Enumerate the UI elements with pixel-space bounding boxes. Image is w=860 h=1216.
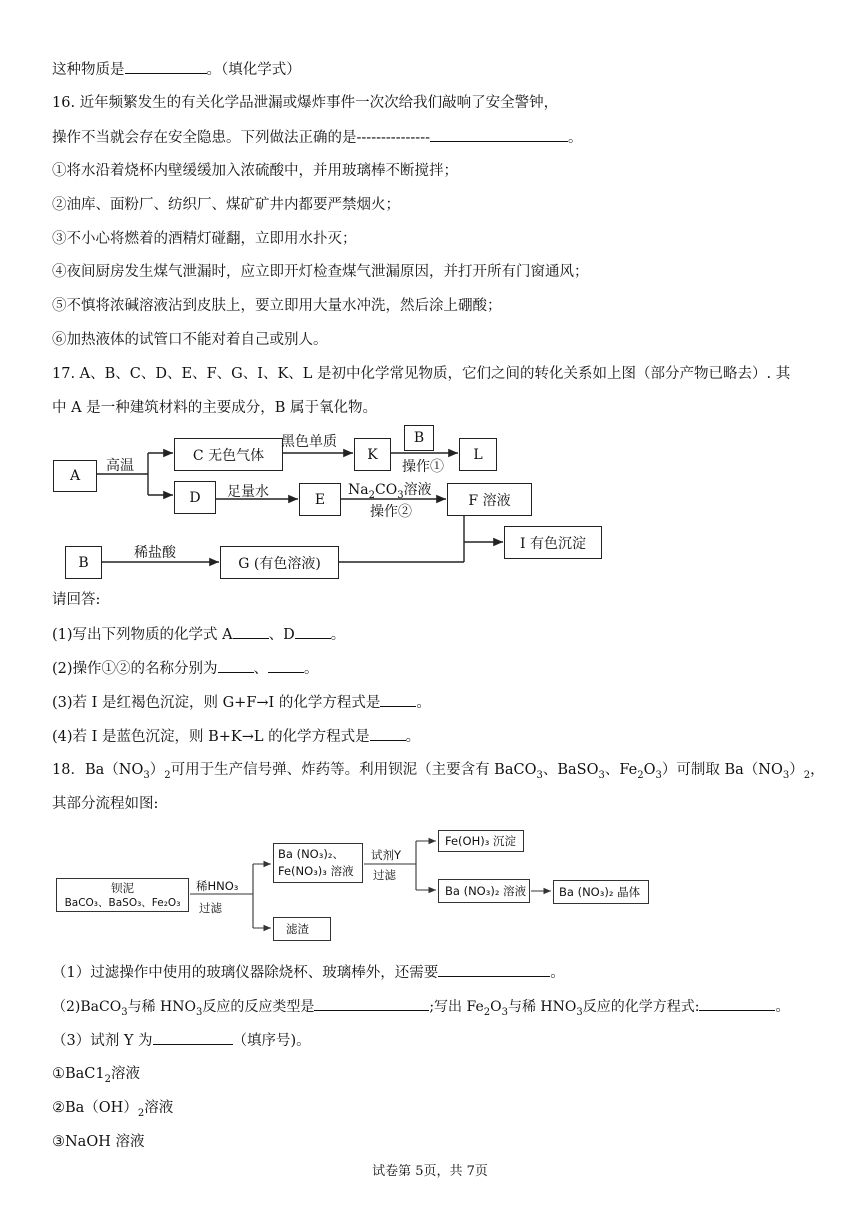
q16-stem-line1: 16. 近年频繁发生的有关化学品泄漏或爆炸事件一次次给我们敲响了安全警钟，	[52, 95, 559, 111]
q16-option-6: ⑥加热液体的试管口不能对着自己或别人。	[52, 332, 328, 348]
q16-stem-end: 。	[568, 130, 583, 146]
box-F: F 溶液	[447, 483, 532, 516]
box-bani	[56, 878, 189, 912]
box-D: D	[174, 481, 216, 514]
q18-t4: 、BaSO	[542, 762, 599, 778]
q18-sub3-end: （填序号)。	[232, 1033, 311, 1049]
q18-stem-line1: 18．$Ba(NO_3)_2$可用于生产信号弹、炸药等。利用钡泥（主要含有 BaCO$_3$、BaSO$_3$、$Fe_2O_3$）可制取 $Ba(NO_3)_2$，	[52, 762, 825, 781]
q18-t3: 可用于生产信号弹、炸药等。利用钡泥（主要含有 BaCO	[170, 762, 537, 778]
q18-s7: 3	[782, 769, 790, 781]
q17-sub1-blank-D[interactable]	[295, 624, 331, 639]
q17-sub2-blank-1[interactable]	[218, 658, 254, 673]
q15-text-end: 。（填化学式）	[206, 62, 301, 78]
q18-stem-line2: 其部分流程如图:	[52, 796, 159, 812]
na2co3-sub2: 3	[397, 489, 404, 501]
label-shijiy: 试剂Y	[371, 848, 402, 862]
label-caozuo1: 操作①	[402, 459, 444, 475]
q18-sub2-t5: O	[490, 999, 502, 1015]
label-guolv1: 过滤	[199, 901, 222, 915]
box-lvzha: 滤渣	[273, 917, 331, 941]
label-na2co3	[348, 479, 432, 501]
box-bano3-solution: Ba (NO₃)₂ 溶液	[438, 879, 530, 903]
q17-sub4-end: 。	[405, 729, 421, 745]
q18-t7: ）可制取 Ba（NO	[661, 762, 783, 778]
q18-t5: 、Fe	[604, 762, 638, 778]
q17-sub3-blank[interactable]	[380, 692, 416, 707]
q18-option-1	[52, 1064, 140, 1090]
q18-sub2-s5: 3	[576, 1006, 583, 1018]
q17-sub4-text: (4)若 I 是蓝色沉淀，则 B+K→L 的化学方程式是	[52, 729, 370, 745]
q18-sub2-t2: 与稀 HNO	[127, 999, 196, 1015]
box-bano3-crystal: Ba (NO₃)₂ 晶体	[553, 880, 649, 904]
bani-components: BaCO₃、BaSO₃、Fe₂O₃	[64, 897, 181, 909]
q18-opt2-sub: 2	[137, 1107, 145, 1119]
box-B-reagent: B	[404, 425, 434, 451]
q18-t1: 18．Ba（NO	[52, 762, 144, 778]
q16-option-3: ③不小心将燃着的酒精灯碰翻，立即用水扑灭；	[52, 231, 357, 247]
q18-t8: ）	[789, 762, 804, 778]
q18-s8: 2	[803, 769, 811, 781]
box-A: A	[53, 460, 97, 492]
q18-sub2-s4: 3	[501, 1006, 508, 1018]
q16-option-4: ④夜间厨房发生煤气泄漏时，应立即开灯检查煤气泄漏原因，并打开所有门窗通风；	[52, 264, 589, 280]
q17-sub3	[52, 692, 431, 713]
q18-sub2-blank-type[interactable]	[314, 996, 429, 1011]
q18-sub1-blank[interactable]	[438, 962, 550, 977]
q18-sub3	[52, 1030, 311, 1051]
q18-option-2	[52, 1098, 173, 1124]
filtrate-line2: Fe(NO₃)₃ 溶液	[278, 864, 354, 878]
q17-sub1-text: (1)写出下列物质的化学式 A	[52, 627, 233, 643]
filtrate-line1: Ba (NO₃)₂、	[278, 847, 344, 861]
q17-sub4-blank[interactable]	[370, 726, 406, 741]
q18-sub1-text: （1）过滤操作中使用的玻璃仪器除烧杯、玻璃棒外，还需要	[52, 965, 439, 981]
q18-sub2-blank-equation[interactable]	[699, 996, 775, 1011]
q17-sub2	[52, 658, 319, 679]
q17-sub2-mid: 、	[253, 661, 269, 677]
q18-opt1-t2: 溶液	[111, 1066, 140, 1082]
q15-text: 这种物质是	[52, 62, 125, 78]
na2co3-sub1: 2	[368, 489, 375, 501]
box-C: C 无色气体	[174, 438, 283, 471]
q17-sub4	[52, 726, 420, 747]
box-K: K	[354, 438, 391, 471]
box-I: I 有色沉淀	[504, 526, 602, 559]
q18-s1: 3	[143, 769, 150, 781]
label-gaowen: 高温	[106, 458, 134, 474]
q18-sub3-blank[interactable]	[153, 1030, 233, 1045]
box-B: B	[65, 546, 102, 579]
box-L: L	[459, 438, 497, 471]
q18-t2: ）	[149, 762, 165, 778]
q17-sub1-end: 。	[330, 627, 346, 643]
q18-sub2-s1: 3	[121, 1006, 128, 1018]
box-feoh3: Fe(OH)₃ 沉淀	[438, 830, 524, 852]
q18-s3: 3	[536, 769, 543, 781]
q17-sub1-blank-A[interactable]	[233, 624, 269, 639]
q17-prompt: 请回答:	[52, 592, 101, 608]
q18-s6: 3	[655, 769, 662, 781]
q17-sub3-end: 。	[416, 695, 431, 711]
q18-sub2-s3: 2	[483, 1006, 491, 1018]
q16-stem-text: 操作不当就会存在安全隐患。下列做法正确的是---------------	[52, 130, 430, 146]
box-G: G (有色溶液)	[220, 546, 339, 579]
q17-stem-line1: 17. A、B、C、D、E、F、G、I、K、L 是初中化学常见物质，它们之间的转化关系如上图（部分产物已略去）. 其	[52, 366, 791, 382]
q18-opt1-sub: 2	[104, 1073, 111, 1085]
q17-sub2-blank-2[interactable]	[268, 658, 304, 673]
q18-sub2-s2: 3	[195, 1006, 203, 1018]
q17-sub2-text: (2)操作①②的名称分别为	[52, 661, 218, 677]
q16-option-5: ⑤不慎将浓碱溶液沾到皮肤上，要立即用大量水冲洗，然后涂上硼酸；	[52, 298, 502, 314]
label-zuliangshui: 足量水	[227, 484, 269, 500]
label-guolv2: 过滤	[373, 868, 396, 882]
q18-sub2	[52, 996, 789, 1023]
q17-sub1	[52, 624, 345, 645]
q18-s4: 3	[598, 769, 605, 781]
bani-title: 钡泥	[111, 881, 134, 895]
page-footer: 试卷第 5页，共 7页	[372, 1164, 488, 1179]
q18-option-3: ③NaOH 溶液	[52, 1134, 145, 1150]
q18-sub2-t1: （2)BaCO	[52, 999, 122, 1015]
label-xiyansuan: 稀盐酸	[134, 545, 176, 561]
q18-sub2-t7: 反应的化学方程式:	[582, 999, 700, 1015]
q18-t6: O	[643, 762, 656, 778]
na2co3-part3: 溶液	[403, 482, 432, 498]
q18-opt2-t2: 溶液	[144, 1100, 174, 1116]
q18-s5: 2	[637, 769, 644, 781]
q18-s2: 2	[164, 769, 171, 781]
label-heise: 黑色单质	[281, 434, 337, 450]
q18-sub1-end: 。	[550, 965, 565, 981]
na2co3-part1: Na	[348, 482, 369, 498]
q17-stem-line2: 中 A 是一种建筑材料的主要成分，B 属于氧化物。	[52, 400, 377, 416]
box-filtrate	[273, 843, 363, 883]
q17-sub3-text: (3)若 I 是红褐色沉淀，则 G+F→I 的化学方程式是	[52, 695, 381, 711]
q17-sub1-mid: 、D	[268, 627, 295, 643]
q18-sub1	[52, 962, 565, 983]
q18-sub2-t4: ;写出 Fe	[429, 999, 484, 1015]
q18-opt1-t1: ①BaC1	[52, 1066, 105, 1082]
q18-sub3-text: （3）试剂 Y 为	[52, 1033, 153, 1049]
q17-sub2-end: 。	[304, 661, 319, 677]
q18-sub2-t6: 与稀 HNO	[507, 999, 577, 1015]
label-xihno3: 稀HNO₃	[196, 879, 239, 893]
q18-opt2-t1: ②Ba（OH）	[52, 1100, 138, 1116]
q16-option-1: ①将水沿着烧杯内壁缓缓加入浓硫酸中，并用玻璃棒不断搅拌；	[52, 163, 458, 179]
q18-sub2-end: 。	[775, 999, 790, 1015]
q18-sub2-t3: 反应的反应类型是	[202, 999, 315, 1015]
q16-option-2: ②油库、面粉厂、纺织厂、煤矿矿井内都要严禁烟火；	[52, 197, 400, 213]
box-E: E	[299, 483, 341, 516]
na2co3-part2: CO	[374, 482, 398, 498]
label-caozuo2: 操作②	[370, 504, 412, 520]
